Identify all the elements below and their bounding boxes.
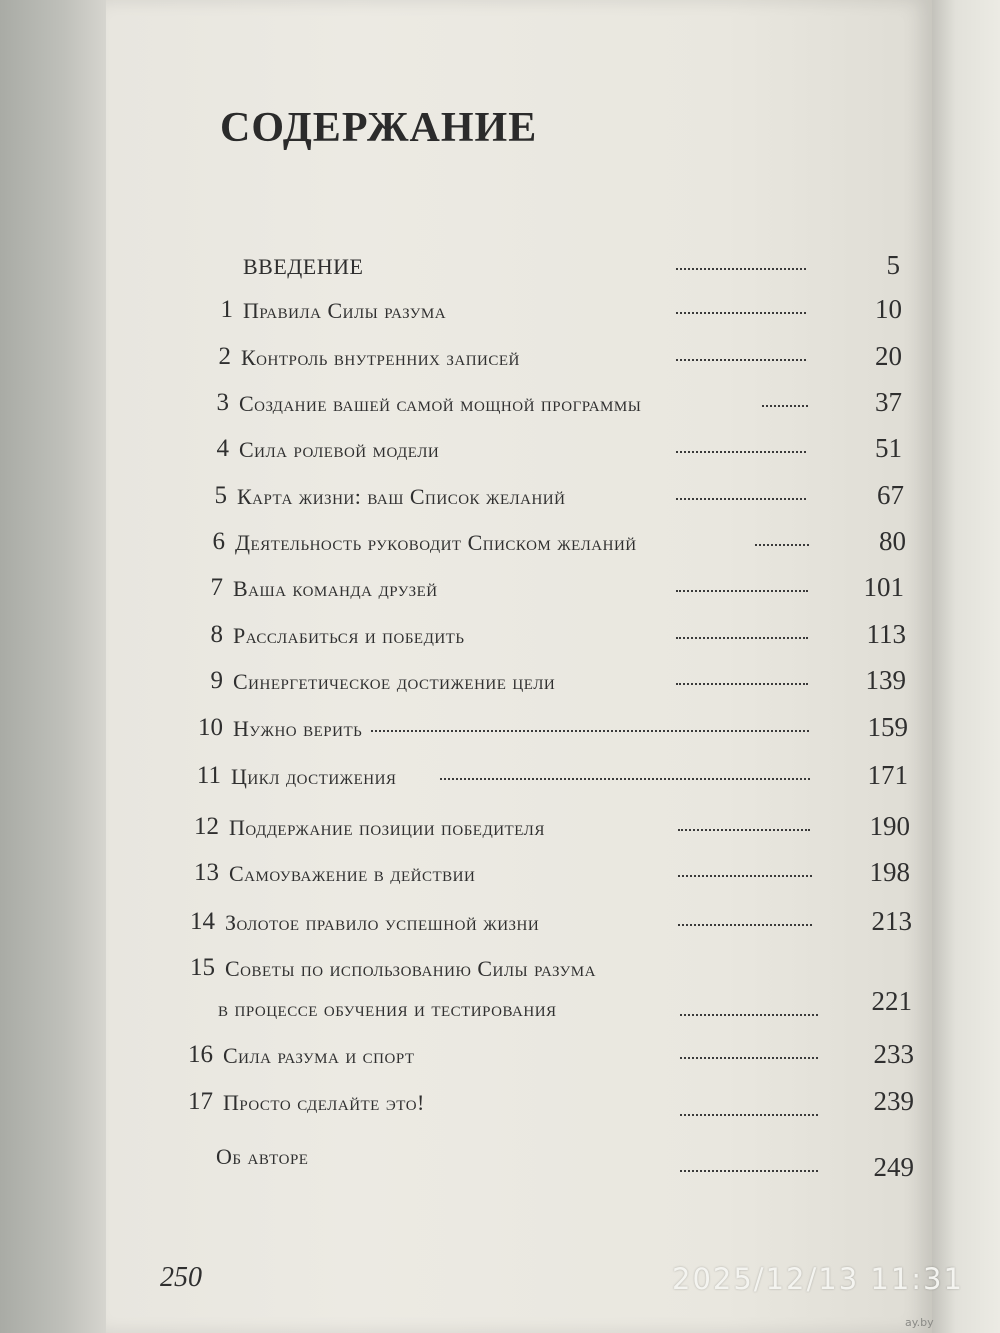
toc-leader-dots <box>678 829 810 831</box>
toc-leader-dots <box>676 268 806 270</box>
toc-entry-title: Правила Силы разума <box>243 298 447 323</box>
toc-entry-number: 14 <box>190 908 215 935</box>
toc-entry-title: Самоуважение в действии <box>229 861 476 886</box>
toc-entry-title: Карта жизни: ваш Список желаний <box>237 484 566 509</box>
toc-entry-page: 239 <box>873 1086 914 1116</box>
toc-entry-title: Советы по использованию Силы разума <box>225 956 596 981</box>
toc-entry-page: 139 <box>865 665 906 695</box>
toc-entry-page: 20 <box>875 341 902 371</box>
page-title: СОДЕРЖАНИЕ <box>220 105 538 151</box>
toc-entry-number: 12 <box>194 813 219 840</box>
toc-entry-page: 80 <box>879 526 906 556</box>
toc-leader-dots <box>676 498 806 500</box>
toc-entry-number: 10 <box>198 714 223 741</box>
toc-entry-number: 3 <box>216 389 229 416</box>
toc-leader-dots <box>680 1014 818 1016</box>
toc-entry-number: 11 <box>196 762 221 789</box>
toc-entry-number: 2 <box>218 343 231 370</box>
toc-entry-title: Просто сделайте это! <box>223 1090 425 1115</box>
toc-entry-page: 51 <box>875 433 902 463</box>
toc-entry-title: Нужно верить <box>233 716 363 741</box>
toc-entry-title: Об авторе <box>216 1144 309 1169</box>
toc-entry-number: 15 <box>190 954 215 981</box>
toc-entry-number: 9 <box>210 667 223 694</box>
toc-leader-dots <box>676 683 808 685</box>
page-number: 250 <box>160 1262 202 1293</box>
photo-timestamp: 2025/12/13 11:31 <box>672 1262 964 1296</box>
toc-leader-dots <box>678 924 812 926</box>
toc-entry-page: 171 <box>867 760 908 790</box>
toc-entry-title: Ваша команда друзей <box>233 576 438 601</box>
toc-entry-page: 113 <box>866 619 906 649</box>
toc-entry-page: 37 <box>875 387 902 417</box>
toc-entry-title: ВВЕДЕНИЕ <box>243 254 364 279</box>
toc-entry-title: Деятельность руководит Списком желаний <box>235 530 637 555</box>
toc-entry-page: 67 <box>877 480 904 510</box>
toc-leader-dots <box>680 1057 818 1059</box>
toc-entry-number: 13 <box>194 859 219 886</box>
toc-leader-dots <box>676 637 808 639</box>
toc-entry-page: 190 <box>869 811 910 841</box>
toc-leader-dots <box>440 778 810 780</box>
toc-entry-title: Поддержание позиции победителя <box>229 815 545 840</box>
toc-entry-number: 4 <box>216 435 229 462</box>
toc-leader-dots <box>678 875 812 877</box>
toc-entry-page: 198 <box>869 857 910 887</box>
toc-leader-dots <box>755 544 809 546</box>
toc-entry-number: 7 <box>210 574 223 601</box>
toc-leader-dots <box>676 312 806 314</box>
toc-entry-page: 101 <box>863 572 904 602</box>
toc-entry-title-continued: в процессе обучения и тестирования <box>218 996 557 1021</box>
toc-entry-title: Контроль внутренних записей <box>241 345 520 370</box>
toc-leader-dots <box>676 590 808 592</box>
toc-entry-title: Сила ролевой модели <box>239 437 440 462</box>
toc-entry-number: 5 <box>214 482 227 509</box>
toc-entry-page: 10 <box>875 294 902 324</box>
toc-leader-dots <box>371 730 809 732</box>
toc-entry-title: Расслабиться и победить <box>233 623 465 648</box>
toc-entry-number: 6 <box>212 528 225 555</box>
toc-entry-page: 249 <box>873 1152 914 1182</box>
toc-entry-title: Сила разума и спорт <box>223 1043 415 1068</box>
toc-entry-number: 1 <box>220 296 233 323</box>
toc-entry-title: Цикл достижения <box>231 764 397 789</box>
toc-entry-title: Синергетическое достижение цели <box>233 669 556 694</box>
toc-entry-title: Золотое правило успешной жизни <box>225 910 540 935</box>
toc-leader-dots <box>676 359 806 361</box>
toc-entry-title: Создание вашей самой мощной программы <box>239 391 642 416</box>
toc-leader-dots <box>680 1114 818 1116</box>
toc-entry-page: 159 <box>867 712 908 742</box>
toc-entry-number: 8 <box>210 621 223 648</box>
toc-entry-page: 221 <box>871 986 912 1016</box>
toc-entry-page: 233 <box>873 1039 914 1069</box>
toc-entry-number: 16 <box>188 1041 213 1068</box>
toc-leader-dots <box>676 451 806 453</box>
toc-entry-number: 17 <box>188 1088 213 1115</box>
toc-entry-page: 213 <box>871 906 912 936</box>
toc-leader-dots <box>762 405 808 407</box>
site-watermark: ay.by <box>905 1316 934 1329</box>
toc-entry-page: 5 <box>886 250 900 280</box>
toc-leader-dots <box>680 1170 818 1172</box>
